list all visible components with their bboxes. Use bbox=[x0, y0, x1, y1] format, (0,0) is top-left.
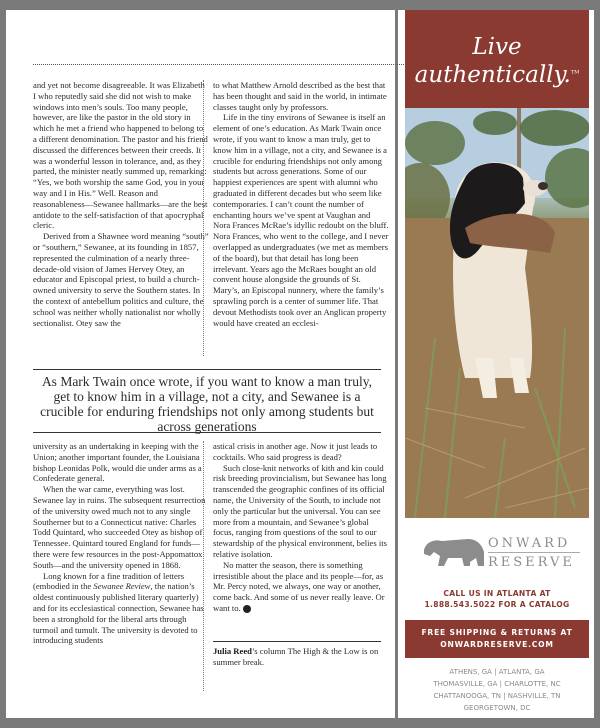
column-1-top bbox=[33, 80, 209, 328]
location-line: ATHENS, GA | ATLANTA, GA bbox=[449, 668, 545, 676]
column-2-bottom bbox=[213, 441, 389, 614]
paragraph: astical crisis in another age. Now it just leads to cocktails. Who said progress is dead? bbox=[213, 441, 378, 462]
byline-text: ’s column The High & the Low is on summer break. bbox=[213, 646, 379, 667]
paragraph: and yet not become disagreeable. It was Elizabeth I who reputedly said she did not wish to make windows into men’s souls. Too many people, however, are like the pastor in the old story in which he met a friend who happened to belong to a different denomination. The pastor and his friend discussed the differences between their creeds. It was a wonderful lesson in tolerance, and, as they parted, the minister neatly summed up, remarking: “Yes, we both worship the same God, you in your way and I in His.” Well. Reason and reasonableness—Sewanee hallmarks—are the best antidote to the self-satisfaction of that apocryphal cleric. bbox=[33, 80, 208, 231]
ad-shipping-banner bbox=[405, 620, 589, 658]
ad-photo-dog-with-bird bbox=[405, 108, 589, 518]
dog-photo-illustration bbox=[405, 108, 589, 518]
cta-phone: 1.888.543.5022 FOR A CATALOG bbox=[424, 600, 570, 609]
column-2-top bbox=[213, 80, 389, 328]
banner-line: FREE SHIPPING & RETURNS AT bbox=[421, 628, 573, 637]
paragraph bbox=[33, 571, 209, 647]
ad-headline-line2 bbox=[405, 62, 589, 88]
ad-call-to-action bbox=[405, 588, 589, 610]
brand-name-line1: ONWARD bbox=[488, 536, 571, 551]
ad-headline-line1: Live bbox=[472, 34, 522, 60]
location-line: THOMASVILLE, GA | CHARLOTTE, NC bbox=[433, 680, 561, 688]
paragraph-text: No matter the season, there is something irresistible about the place and its people—for, as Mr. Percy noted, we always, one way or another, come back. And some of us never really leave. Or want to. bbox=[213, 559, 385, 613]
end-mark-icon bbox=[243, 605, 251, 613]
banner-url: ONWARDRESERVE.COM bbox=[440, 640, 554, 649]
store-locations bbox=[405, 666, 589, 714]
column-divider bbox=[203, 441, 204, 691]
pull-quote-rule-top bbox=[33, 369, 381, 370]
column-1-bottom bbox=[33, 441, 209, 646]
paragraph: When the war came, everything was lost. Sewanee lay in ruins. The subsequent resurrection of the university owed much not to any single Southerner but to a Connecticut native: Charles Todd Quintard, who succeeded Otey as bishop of Tennessee. Quintard toured England for funds—there were few resources in the post-Appomattox South—and the university opened in 1868. bbox=[33, 484, 206, 570]
column-divider bbox=[203, 80, 204, 356]
brand-rule bbox=[488, 552, 580, 553]
location-line: GEORGETOWN, DC bbox=[463, 704, 531, 712]
byline bbox=[213, 646, 383, 668]
paragraph: to what Matthew Arnold described as the best that has been thought and said in the world, in intimate classes taught only by professors. bbox=[213, 80, 387, 112]
brand-name-line2: RESERVE bbox=[488, 555, 575, 570]
byline-rule bbox=[213, 641, 381, 642]
paragraph: Derived from a Shawnee word meaning “south” or “southern,” Sewanee, at its founding in 1857, represented the culmination of a nearly three-decade-old vision of James Hervey Otey, an educator and Episcopal priest, to build a church-owned university to serve the Southern states. In the context of antebellum politics and culture, the school was neither wholly nationalist nor wholly sectionalist. Otey saw the bbox=[33, 231, 209, 328]
paragraph: university as an undertaking in keeping with the Union; another important founder, the Louisiana bishop Leonidas Polk, would die under arms as a Confederate general. bbox=[33, 441, 202, 484]
paragraph bbox=[213, 560, 389, 614]
paragraph-text: , the nation’s oldest continuously published literary quarterly) and for its ecclesiastical connection, Sewanee has been a stronghold for the liberal arts through turmoil and tumult. The university is devoted to introducing students bbox=[33, 581, 204, 646]
location-line: CHATTANOOGA, TN | NASHVILLE, TN bbox=[433, 692, 561, 700]
paragraph: Such close-knit networks of kith and kin could risk breeding provincialism, but Sewanee has long transcended the geographic confines of its official name, the University of the South, to include not only the particular but the universal. You can see more from a mountain, and Sewanee’s global focus, ranging from questions of the soul to our stewardship of the physical environment, belies its relative isolation. bbox=[213, 462, 387, 559]
pull-quote: As Mark Twain once wrote, if you want to know a man truly, get to know him in a village, not a city, and Sewanee is a crucible for enduring friendships not only among students but across generations bbox=[40, 374, 374, 434]
trademark-mark: TM bbox=[570, 69, 580, 76]
author-name: Julia Reed bbox=[213, 646, 252, 656]
paragraph: Life in the tiny environs of Sewanee is itself an element of one’s education. As Mark Twain once wrote, if you want to know a man truly, get to know him in a village, not a city, and Sewanee is a crucible for enduring friendships not only among students but across generations. Some of our happiest experiences are spent with alumni who graduated in different decades but who seem like contemporaries. I can’t count the number of enchanting hours we’ve spent at Vaughan and Nora Frances McRae’s idyllic redoubt on the bluff. Nora Frances, who went to the college, and I never overlapped as undergraduates (we met as members of the board), but that detail has long been irrelevant. Years ago the McRaes bought an old convent house alongside the grounds of St. Mary’s, an Episcopal nunnery, where the family’s sprawling porch is a center of summer life. That devout Methodists took over an Anglican property would have created an ecclesi- bbox=[213, 112, 389, 328]
pull-quote-rule-bottom bbox=[33, 432, 381, 433]
paragraph-text: Long known for a fine tradition of letters (embodied in the bbox=[33, 570, 185, 592]
ad-headline-panel bbox=[405, 10, 589, 108]
cta-line: CALL US IN ATLANTA AT bbox=[443, 589, 551, 598]
publication-title: Sewanee Review bbox=[93, 581, 151, 592]
ad-headline-text: authentically. bbox=[414, 62, 571, 88]
